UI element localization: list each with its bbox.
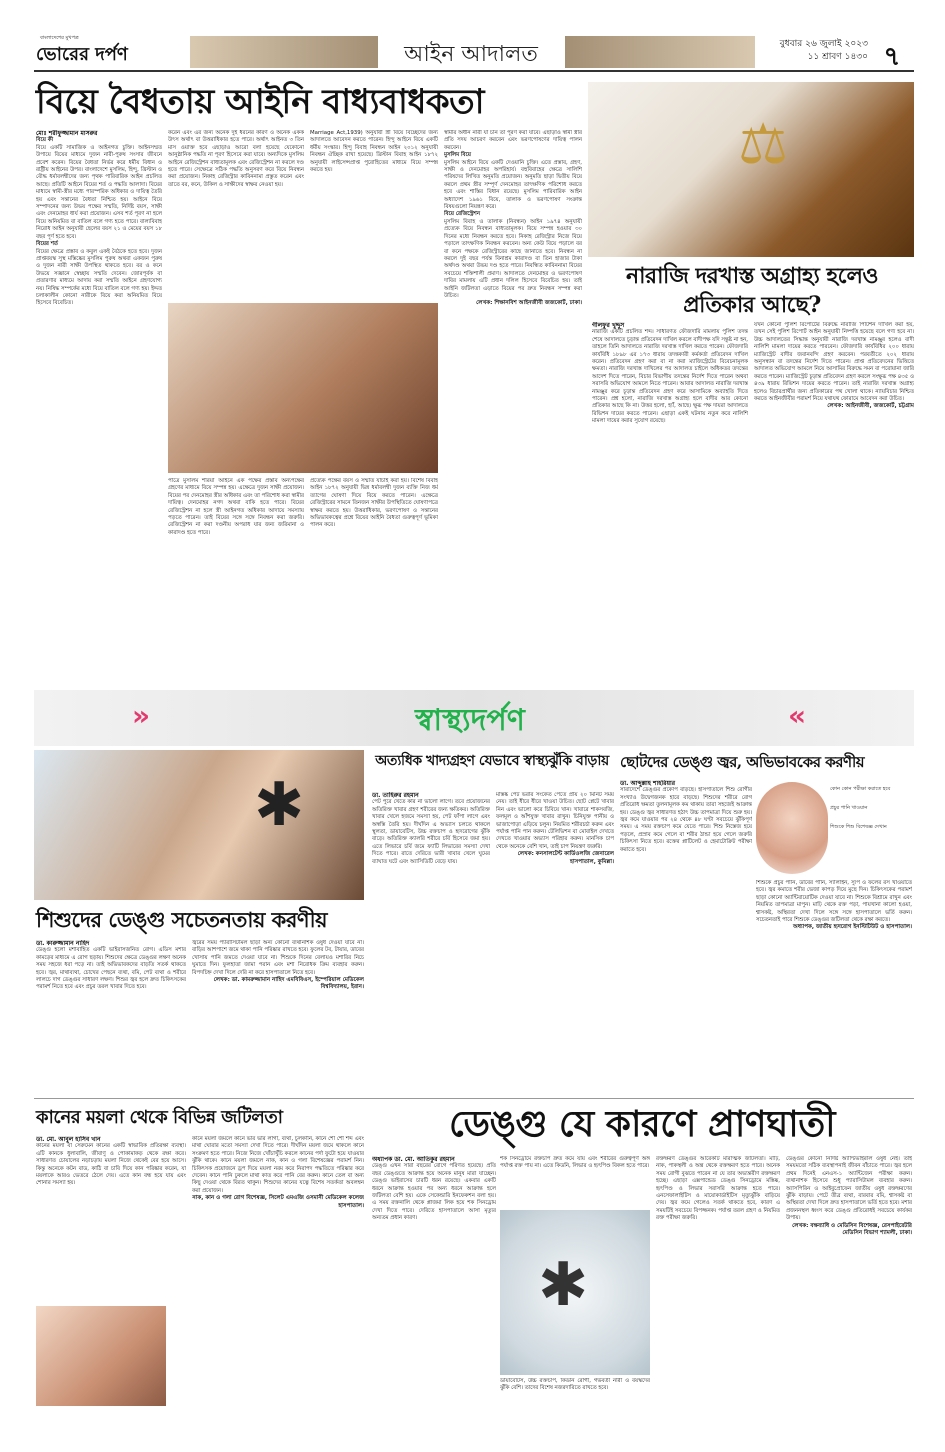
lead-subhead-4: বিয়ে রেজিস্ট্রেশন: [444, 211, 480, 218]
infographic-item-3: শিশুকে শিশু বিশেষজ্ঞ দেখান: [830, 824, 887, 830]
gavel-photo: [588, 82, 914, 257]
date-gregorian: বুধবার ২৬ জুলাই ২০২৩: [779, 39, 868, 49]
fatal-column-2: শক সিনড্রোমে রক্তচাপ দ্রুত কমে যায় এবং শরীরের গুরুত্বপূর্ণ অঙ্গ পর্যাপ্ত রক্ত পায় না। এতে কিডনি, লিভার ও হৃৎপিণ্ড বিকল হতে পারে।: [500, 1156, 650, 1170]
scales-icon: ⚖: [738, 112, 789, 177]
dengue-fever-byline: ডা. আব্দুল্লাহ শাহরিয়ার: [620, 780, 676, 787]
fatal-column-2b: ডায়াবেটিস, উচ্চ রক্তচাপ, কিডনি রোগী, গর্ভবতী নারী ও বয়স্কদের ঝুঁকি বেশি। তাদের বিশেষ নজরদারিতে রাখতে হবে।: [500, 1378, 650, 1392]
ear-headline: কানের ময়লা থেকে বিভিন্ন জটিলতা: [36, 1107, 283, 1128]
dengue-fever-headline: ছোটদের ডেঙ্গু জ্বর, অভিভাবকের করণীয়: [620, 753, 865, 771]
lead-subhead-2: বিয়ের শর্ত: [36, 241, 58, 248]
lead-credit: লেখক: শিক্ষানবিশ আইনজীবী জজকোর্ট, ঢাকা।: [476, 300, 582, 307]
dengue-kids-byline: ডা. কারুজ্জামান নাহিদ: [36, 940, 90, 947]
page-number: ৭: [883, 42, 901, 72]
dengue-kids-headline: শিশুদের ডেঙ্গু সচেতনতায় করণীয়: [36, 907, 327, 932]
lead-column-3: Marriage Act,1939) অনুযায়ী স্ত্রী বিয়ে বিচ্ছেদের জন্য আদালতে আবেদন করতে পারেন। হিন্দু আইনে বিয়ে একটি ধর্মীয় সংস্কার। হিন্দু বিবাহ নিবন্ধন আইন ২০১২ অনুযায়ী নিবন্ধন ঐচ্ছিক রাখা হয়েছে। খ্রিস্টান বিবাহ আইন ১৮৭২ অনুযায়ী লাইসেন্সপ্রাপ্ত পুরোহিতের মাধ্যমে বিয়ে সম্পন্ন করতে হয়।: [310, 130, 438, 174]
fatal-headline: ডেঙ্গু যে কারণে প্রাণঘাতী: [448, 1103, 836, 1145]
lead-byline: মোঃ শরীফুজ্জামান মাসরুর: [36, 130, 98, 137]
ear-column-1: ডা. মো. আবুল হাসিব খান কানের ময়লা বা সেরুমেন কানের একটি স্বাভাবিক প্রতিরক্ষা ব্যবস্থা। এটি কানকে ধুলাবালি, জীবাণু ও পোকামাকড় থেকে রক্ষা করে। সাধারণত চোয়ালের নড়াচড়ায় ময়লা নিজে থেকেই বের হয়ে আসে। কিন্তু অনেকে কটন বাড, কাঠি বা চাবি দিয়ে কান পরিষ্কার করেন, যা ময়লাকে আরও ভেতরে ঠেলে দেয়। এতে কান বন্ধ হয়ে যায় এবং শোনার সমস্যা হয়।: [36, 1136, 186, 1187]
masthead-art-right: [565, 36, 755, 68]
health-section-title: স্বাস্থ্যদর্পণ: [415, 703, 525, 738]
lead-column-1: মোঃ শরীফুজ্জামান মাসরুর বিয়ে কী বিয়ে একটি সামাজিক ও আইনগত চুক্তি। আইনসম্মত উপায়ে বিয়ের মাধ্যমে দুজন নারী-পুরুষ সংসার জীবনে প্রবেশ করেন। বিয়ের বৈধতা নির্ভর করে ধর্মীয় বিধান ও রাষ্ট্রীয় আইনের উপর। বাংলাদেশে মুসলিম, হিন্দু, খ্রিস্টান ও বৌদ্ধ ধর্মাবলম্বীদের জন্য পৃথক পারিবারিক আইন প্রচলিত আছে। প্রতিটি আইনে বিয়ের শর্ত ও পদ্ধতি আলাদা। বিয়ের মাধ্যমে স্বামী-স্ত্রীর মধ্যে পারস্পরিক অধিকার ও দায়িত্ব তৈরি হয় এবং সন্তানের বৈধতা নিশ্চিত হয়। আইনে বিয়ে সম্পাদনের জন্য উভয় পক্ষের সম্মতি, নির্দিষ্ট বয়স, সাক্ষী এবং দেনমোহর ধার্য করা প্রয়োজন। এসব শর্ত পূরণ না হলে বিয়ে অনিয়মিত বা বাতিল বলে গণ্য হতে পারে। বাল্যবিবাহ নিরোধ আইন অনুযায়ী ছেলের বয়স ২১ ও মেয়ের বয়স ১৮ বছর পূর্ণ হতে হবে। বিয়ের শর্ত বিয়ের ক্ষেত্রে প্রস্তাব ও কবুল একই বৈঠকে হতে হবে। দুজন প্রাপ্তবয়স্ক সুস্থ মস্তিষ্কের মুসলিম পুরুষ অথবা একজন পুরুষ ও দুজন নারী সাক্ষী উপস্থিত থাকতে হবে। বর ও কনে উভয়ে সজ্ঞানে স্বেচ্ছায় সম্মতি দেবেন। জোরপূর্বক বা প্রতারণার মাধ্যমে আদায় করা সম্মতি আইনে গ্রহণযোগ্য নয়। নিষিদ্ধ সম্পর্কের মধ্যে বিয়ে বাতিল বলে গণ্য হয়। ইদ্দত চলাকালীন কোনো নারীকে বিয়ে করা অনিয়মিত বিয়ে হিসেবে বিবেচিত।: [36, 130, 162, 307]
overeating-headline: অত্যধিক খাদ্যগ্রহণ যেভাবে স্বাস্থ্যঝুঁকি বাড়ায়: [375, 753, 609, 769]
lead-headline: বিয়ে বৈধতায় আইনি বাধ্যবাধকতা: [36, 82, 485, 122]
second-headline: নারাজি দরখাস্ত অগ্রাহ্য হলেও প্রতিকার আছে?: [625, 263, 879, 318]
second-credit: লেখক: আইনজীবী, জজকোর্ট, চট্টগ্রাম: [827, 403, 914, 410]
chevron-left-icon: «: [788, 699, 807, 732]
dengue-fever-column-2: শিশুকে প্রচুর পানি, ডাবের পানি, স্যালাইন, স্যুপ ও ফলের রস খাওয়াতে হবে। জ্বর কমাতে শরীর ভেজা কাপড় দিয়ে মুছে দিন। চিকিৎসকের পরামর্শ ছাড়া কোনো অ্যান্টিবায়োটিক দেওয়া যাবে না। শিশুকে বিশ্রামে রাখুন এবং নিয়মিত তাপমাত্রা মাপুন। মাঢ়ি থেকে রক্ত পড়া, পায়খানা কালো হওয়া, শ্বাসকষ্ট, অস্থিরতা দেখা দিলে সঙ্গে সঙ্গে হাসপাতালে ভর্তি করুন। সচেতনতাই পারে শিশুকে ডেঙ্গুর জটিলতা থেকে রক্ষা করতে। অধ্যাপক, জাতীয় হৃদরোগ ইনস্টিটিউট ও হাসপাতাল।: [756, 880, 912, 931]
lead-column-3b: প্রত্যেক পক্ষের বয়স ও সম্মতি যাচাই করা হয়। বিশেষ বিবাহ আইন ১৮৭২ অনুযায়ী ভিন্ন ধর্মাবলম্বী দুজন ব্যক্তি নিজ ধর্ম ত্যাগের ঘোষণা দিয়ে বিয়ে করতে পারেন। এক্ষেত্রে রেজিস্ট্রারের সামনে তিনজন সাক্ষীর উপস্থিতিতে ঘোষণাপত্রে স্বাক্ষর করতে হয়। উত্তরাধিকার, ভরণপোষণ ও সন্তানের অভিভাবকত্বের প্রশ্নে বিয়ের আইনি বৈধতা গুরুত্বপূর্ণ ভূমিকা পালন করে।: [310, 478, 438, 529]
dengue-fever-column-1: ডা. আব্দুল্লাহ শাহরিয়ার সারাদেশে ডেঙ্গুর প্রকোপ বাড়ছে। হাসপাতালে শিশু রোগীর সংখ্যাও উদ্বেগজনক হারে বাড়ছে। শিশুদের শরীরে রোগ প্রতিরোধ ক্ষমতা তুলনামূলক কম থাকায় তারা সহজেই আক্রান্ত হয়। ডেঙ্গু জ্বর সাধারণত হঠাৎ উচ্চ তাপমাত্রা দিয়ে শুরু হয়। জ্বর কমে যাওয়ার পর ২৪ থেকে ৪৮ ঘণ্টা সবচেয়ে ঝুঁকিপূর্ণ সময়। এ সময় রক্তচাপ কমে যেতে পারে। শিশু নিস্তেজ হয়ে পড়লে, প্রস্রাব কমে গেলে বা শরীর ঠান্ডা হয়ে গেলে জরুরি চিকিৎসা নিতে হবে। রক্তের প্লাটিলেট ও হেমাটোক্রিট পরীক্ষা করাতে হবে।: [620, 780, 752, 853]
signing-photo: [168, 303, 438, 473]
infographic-list: [830, 786, 912, 831]
overeating-column-2: মস্তিষ্ক পেট ভরার সংকেত পেতে প্রায় ২০ মিনিট সময় নেয়। তাই ধীরে ধীরে খাওয়া উচিত। ছোট প্লেটে খাবার নিন এবং ভালো করে চিবিয়ে খান। খাবারে শাকসবজি, ফলমূল ও আঁশযুক্ত খাবার রাখুন। চিনিযুক্ত পানীয় ও ভাজাপোড়া এড়িয়ে চলুন। নিয়মিত শরীরচর্চা করুন এবং পর্যাপ্ত পানি পান করুন। টেলিভিশন বা মোবাইল দেখতে দেখতে খাওয়ার অভ্যাস পরিহার করুন। মানসিক চাপ থেকে অনেকে বেশি খান, তাই চাপ নিয়ন্ত্রণ জরুরি। লেখক: কনসালটেন্ট কার্ডিওলজি জেনারেল হাসপাতাল, কুমিল্লা।: [496, 792, 614, 865]
dengue-kids-column-2: জ্বরের সময় প্যারাসিটামল ছাড়া অন্য কোনো ব্যথানাশক ওষুধ দেওয়া যাবে না। বাড়ির আশপাশে জমে থাকা পানি পরিষ্কার রাখতে হবে। ফুলের টব, টায়ার, ডাবের খোসায় পানি জমতে দেওয়া যাবে না। শিশুকে দিনের বেলায়ও মশারির নিচে ঘুমাতে দিন। ফুলহাতা জামা পরান এবং মশা নিরোধক ক্রিম ব্যবহার করুন। বিপদচিহ্ন দেখা দিলে দেরি না করে হাসপাতালে নিতে হবে। লেখক: ডা. কামরুজ্জামান নাহিদ এমবিবিএস, ইম্পেরিয়াল মেডিকেল বিশ্ববিদ্যালয়, ইরান।: [192, 940, 364, 991]
second-column-2: যখন কোনো পুলিশ রিপোর্টের বিরুদ্ধে নারাজি পিটিশন দাখিল করা হয়, তখন সেই পুলিশ রিপোর্ট আইন অনুযায়ী নিষ্পত্তি হয়েছে বলে গণ্য হবে না। উচ্চ আদালতের সিদ্ধান্ত অনুযায়ী নারাজি দরখাস্ত নামঞ্জুর হলেও বাদী নালিশি মামলা দায়ের করতে পারবেন। ফৌজদারি কার্যবিধির ২০০ ধারায় ম্যাজিস্ট্রেট বাদীর জবানবন্দি গ্রহণ করবেন। পরবর্তীতে ২০২ ধারায় অনুসন্ধান বা তদন্তের নির্দেশ দিতে পারেন। প্রাপ্ত প্রতিবেদনের ভিত্তিতে আদালত অভিযোগ আমলে নিয়ে আসামির বিরুদ্ধে সমন বা পরোয়ানা জারি করতে পারেন। ম্যাজিস্ট্রেট চূড়ান্ত প্রতিবেদন গ্রহণ করলে সংক্ষুব্ধ পক্ষ ৪৩৫ ও ৪৩৯ ধারায় রিভিশন দায়ের করতে পারেন। তাই নারাজি দরখাস্ত অগ্রাহ্য হলেও বিচারপ্রার্থীর জন্য প্রতিকারের পথ খোলা থাকে। ন্যায়বিচার নিশ্চিত করতে আইনজীবীর পরামর্শ নিয়ে যথাযথ ফোরামে আবেদন করা উচিত। লেখক: আইনজীবী, জজকোর্ট, চট্টগ্রাম: [754, 322, 914, 410]
lead-column-2b: পাত্রে মুসলিম শরিয়া আইনে এক পক্ষের প্রস্তাব অন্যপক্ষের গ্রহণের মাধ্যমে বিয়ে সম্পন্ন হয়। এক্ষেত্রে দুজন সাক্ষী প্রয়োজন। বিয়ের পর দেনমোহর স্ত্রীর অধিকার এবং তা পরিশোধ করা স্বামীর দায়িত্ব। দেনমোহর নগদ অথবা বাকি হতে পারে। বিয়ের রেজিস্ট্রেশন না হলে স্ত্রী আইনগত অধিকার আদায়ে সমস্যায় পড়তে পারেন। তাই বিয়ের সঙ্গে সঙ্গে নিবন্ধন করা জরুরি। রেজিস্ট্রেশন না করা দণ্ডনীয় অপরাধ যার জন্য জরিমানা ও কারাদণ্ড হতে পারে।: [168, 478, 304, 536]
lead-subhead-1: বিয়ে কী: [36, 137, 54, 144]
fatal-column-4: ডেঙ্গুর কোনো নির্দিষ্ট অ্যান্টিভাইরাল ওষুধ নেই। তাই সময়মতো সঠিক ব্যবস্থাপনাই জীবন বাঁচাতে পারে। জ্বর হলে প্রথম দিনেই এনএস-১ অ্যান্টিজেন পরীক্ষা করুন। ব্যথানাশক হিসেবে শুধু প্যারাসিটামল ব্যবহার করুন। অ্যাসপিরিন ও আইবুপ্রোফেন জাতীয় ওষুধ রক্তক্ষরণের ঝুঁকি বাড়ায়। পেটে তীব্র ব্যথা, বারবার বমি, শ্বাসকষ্ট বা অস্থিরতা দেখা দিলে দ্রুত হাসপাতালে ভর্তি হতে হবে। মশার প্রজননস্থল ধ্বংস করে ডেঙ্গু প্রতিরোধই সবচেয়ে কার্যকর উপায়। লেখক: বক্ষব্যাধি ও মেডিসিন বিশেষজ্ঞ, রেসপাইরেটরি মেডিসিন বিভাগ শ্যামলী, ঢাকা।: [786, 1156, 912, 1237]
lead-column-4: স্বামীর অধীন নারী যা চান তা পূরণ করা যাবে। এছাড়াও স্বামী স্ত্রীর প্রতি সদয় আচরণ করবেন এবং ভরণপোষণের দায়িত্ব পালন করবেন। মুসলিম বিয়ে মুসলিম আইনে বিয়ে একটি দেওয়ানি চুক্তি। এতে প্রস্তাব, গ্রহণ, সাক্ষী ও দেনমোহর অপরিহার্য। বহুবিবাহের ক্ষেত্রে সালিশি পরিষদের লিখিত অনুমতি প্রয়োজন। অনুমতি ছাড়া দ্বিতীয় বিয়ে করলে প্রথম স্ত্রীর সম্পূর্ণ দেনমোহর তাৎক্ষণিক পরিশোধ করতে হবে এবং শাস্তির বিধান রয়েছে। মুসলিম পারিবারিক আইন অধ্যাদেশ ১৯৬১ বিয়ে, তালাক ও ভরণপোষণ সংক্রান্ত বিষয়গুলো নিয়ন্ত্রণ করে। বিয়ে রেজিস্ট্রেশন মুসলিম বিবাহ ও তালাক (নিবন্ধন) আইন ১৯৭৪ অনুযায়ী প্রত্যেক বিয়ে নিবন্ধন বাধ্যতামূলক। বিয়ে সম্পন্ন হওয়ার ৩০ দিনের মধ্যে নিবন্ধন করতে হবে। নিকাহ রেজিস্ট্রার নিজে বিয়ে পড়ালে তাৎক্ষণিক নিবন্ধন করবেন। অন্য কেউ বিয়ে পড়ালে বর বা কনে পক্ষকে রেজিস্ট্রারের কাছে জানাতে হবে। নিবন্ধন না করলে দুই বছর পর্যন্ত বিনাশ্রম কারাদণ্ড বা তিন হাজার টাকা অর্থদণ্ড অথবা উভয় দণ্ড হতে পারে। নিবন্ধিত কাবিননামা বিয়ের সবচেয়ে শক্তিশালী প্রমাণ। আদালতে দেনমোহর ও ভরণপোষণ দাবির মামলায় এটি প্রধান দলিল হিসেবে বিবেচিত হয়। তাই আইনি জটিলতা এড়াতে বিয়ের পর দ্রুত নিবন্ধন সম্পন্ন করা উচিত। লেখক: শিক্ষানবিশ আইনজীবী জজকোর্ট, ঢাকা।: [444, 130, 582, 307]
divider: [34, 1098, 914, 1099]
ear-byline: ডা. মো. আবুল হাসিব খান: [36, 1136, 101, 1143]
overeating-byline: ডা. তাহিরুর রহমান: [372, 792, 419, 799]
brand-tagline: বাংলাদেশের মুখপত্র: [40, 35, 79, 41]
ear-photo: [36, 1306, 166, 1406]
child-mosquito-photo: [34, 750, 364, 900]
fatal-credit: লেখক: বক্ষব্যাধি ও মেডিসিন বিশেষজ্ঞ, রেসপাইরেটরি মেডিসিন বিভাগ শ্যামলী, ঢাকা।: [792, 1222, 912, 1237]
infographic-photo: [756, 782, 828, 874]
mosquito-photo: [500, 1210, 650, 1375]
dengue-kids-credit: লেখক: ডা. কামরুজ্জামান নাহিদ এমবিবিএস, ইম্পেরিয়াল মেডিকেল বিশ্ববিদ্যালয়, ইরান।: [213, 977, 364, 991]
date-bangla: ১১ শ্রাবণ ১৪৩০: [807, 52, 868, 62]
ear-credit: নাক, কান ও গলা রোগ বিশেষজ্ঞ, সিলেট এমএজি ওসমানী মেডিকেল কলেজ হাসপাতাল।: [192, 1195, 364, 1209]
fatal-byline: অধ্যাপক ডা. মো. আতিকুর রহমান: [372, 1156, 455, 1163]
dengue-fever-credit: অধ্যাপক, জাতীয় হৃদরোগ ইনস্টিটিউট ও হাসপাতাল।: [792, 924, 912, 931]
brand-logo: ভোরের দর্পণ: [36, 44, 128, 65]
lead-column-2: করেন এবং এর জন্য অনেক দুই ধরনের কারণ ও অনেক একক উৎস অর্থাৎ বা উত্তরাধিকার হতে পারে। অর্থাৎ আইনত ৩ তিন মাস ওয়াক্ত হবে এছাড়াও আরো বলা হয়েছে যেকোনো আনুষ্ঠানিক পদ্ধতি না পূরণ হিসেবে করা যাবে। অন্যদিকে মুসলিম আইনে রেজিস্ট্রেশন বাধ্যতামূলক এবং রেজিস্ট্রেশন না করলে দণ্ড হতে পারে। সেক্ষেত্রে সঠিক পদ্ধতি অনুসরণ করে বিয়ে নিবন্ধন করা প্রয়োজন। নিকাহ রেজিস্ট্রার কাবিননামা প্রস্তুত করেন এবং তাতে বর, কনে, উকিল ও সাক্ষীদের স্বাক্ষর নেওয়া হয়।: [168, 130, 304, 188]
ear-column-2: কানে ময়লা জমলে কানে ভার ভার লাগা, ব্যথা, চুলকানি, কানে শোঁ শোঁ শব্দ এবং মাথা ঘোরার মতো সমস্যা দেখা দিতে পারে। দীর্ঘদিন ময়লা জমে থাকলে কানে সংক্রমণ হতে পারে। নিজে নিজে খোঁচাখুঁচি করলে কানের পর্দা ফুটো হয়ে যাওয়ার ঝুঁকি থাকে। কানে ময়লা জমলে নাক, কান ও গলা বিশেষজ্ঞের পরামর্শ নিন। চিকিৎসক প্রয়োজনে ড্রপ দিয়ে ময়লা নরম করে নিরাপদ পদ্ধতিতে পরিষ্কার করে দেবেন। কানে পানি ঢুকলে মাথা কাত করে পানি বের করুন। কানে তেল বা অন্য কিছু দেওয়া থেকে বিরত থাকুন। শিশুদের কানের যত্নে বিশেষ সতর্কতা অবলম্বন করা প্রয়োজন। নাক, কান ও গলা রোগ বিশেষজ্ঞ, সিলেট এমএজি ওসমানী মেডিকেল কলেজ হাসপাতাল।: [192, 1136, 364, 1209]
fatal-column-1: অধ্যাপক ডা. মো. আতিকুর রহমান ডেঙ্গু এখন সারা বছরের রোগে পরিণত হয়েছে। প্রতি বছর ডেঙ্গুতে আক্রান্ত হয়ে অনেক মানুষ মারা যাচ্ছেন। ডেঙ্গু ভাইরাসের চারটি ধরন রয়েছে। একবার একটি ধরনে আক্রান্ত হওয়ার পর অন্য ধরনে আক্রান্ত হলে জটিলতা বেশি হয়। একে সেকেন্ডারি ইনফেকশন বলা হয়। এ সময় রক্তনালি থেকে প্লাজমা লিক হয়ে শক সিনড্রোম দেখা দিতে পারে। দেরিতে হাসপাতালে আসা মৃত্যুর অন্যতম প্রধান কারণ।: [372, 1156, 496, 1222]
lead-subhead-3: মুসলিম বিয়ে: [444, 152, 471, 159]
mosquito-swarm-icon: ✱: [538, 1250, 589, 1320]
date-line: [760, 38, 868, 64]
masthead-art-left: [190, 36, 378, 68]
section-title: আইন আদালত: [404, 42, 538, 67]
infographic-item-2: প্রচুর পানি খাওয়ান: [830, 805, 868, 811]
overeating-column-1: ডা. তাহিরুর রহমান পেট পুরে খেতে কার না ভালো লাগে। তবে প্রয়োজনের অতিরিক্ত খাবার গ্রহণ শরীরের জন্য ক্ষতিকর। অতিরিক্ত খাবার খেলে হজমে সমস্যা হয়, পেট ফাঁপা লাগে এবং অস্বস্তি তৈরি হয়। দীর্ঘদিন এ অভ্যাস চলতে থাকলে স্থূলতা, ডায়াবেটিস, উচ্চ রক্তচাপ ও হৃদরোগের ঝুঁকি বাড়ে। অতিরিক্ত ক্যালরি শরীরে চর্বি হিসেবে জমা হয়। এতে লিভারে চর্বি জমে ফ্যাটি লিভারের সমস্যা দেখা দিতে পারে। রাতে দেরিতে ভারী খাবার খেলে ঘুমের ব্যাঘাত ঘটে এবং অ্যাসিডিটি বেড়ে যায়।: [372, 792, 490, 865]
chevron-right-icon: »: [132, 699, 151, 732]
second-column-1: গীলফুর খুদ্দুস নারাজি একটি প্রচলিত শব্দ। সাধারণত ফৌজদারি মামলায় পুলিশ তদন্ত শেষে আদালতে চূড়ান্ত প্রতিবেদন দাখিল করলে বাদীপক্ষ যদি সন্তুষ্ট না হন, তাহলে তিনি আদালতে নারাজি দরখাস্ত দাখিল করতে পারেন। ফৌজদারি কার্যবিধি ১৮৯৮ এর ১৭৩ ধারায় তদন্তকারী কর্মকর্তা প্রতিবেদন দাখিল করেন। প্রতিবেদন গ্রহণ করা বা না করা ম্যাজিস্ট্রেটের বিবেচনামূলক ক্ষমতা। নারাজি দরখাস্ত দাখিলের পর আদালত চাইলে অধিকতর তদন্তের আদেশ দিতে পারেন, বিচার বিভাগীয় তদন্তের নির্দেশ দিতে পারেন অথবা সরাসরি অভিযোগ আমলে নিতে পারেন। আবার আদালত নারাজি দরখাস্ত নামঞ্জুর করে চূড়ান্ত প্রতিবেদন গ্রহণ করে আসামিকে অব্যাহতি দিতে পারেন। প্রশ্ন হলো, নারাজি দরখাস্ত অগ্রাহ্য হলে বাদীর আর কোনো প্রতিকার আছে কি না। উত্তর হলো, হ্যাঁ, আছে। ক্ষুব্ধ পক্ষ দায়রা আদালতে রিভিশন দায়ের করতে পারেন। এছাড়া একই ঘটনায় নতুন করে নালিশি মামলা দায়ের করার সুযোগ রয়েছে।: [592, 322, 748, 425]
second-byline: গীলফুর খুদ্দুস: [592, 322, 625, 329]
dengue-kids-column-1: ডা. কারুজ্জামান নাহিদ ডেঙ্গু হলো মশাবাহিত একটি ভাইরাসজনিত রোগ। এডিস মশার কামড়ের মাধ্যমে এ রোগ ছড়ায়। শিশুদের ক্ষেত্রে ডেঙ্গুর লক্ষণ অনেক সময় সহজে ধরা পড়ে না। তাই অভিভাবকদের বাড়তি সতর্ক থাকতে হবে। জ্বর, মাথাব্যথা, চোখের পেছনে ব্যথা, বমি, পেট ব্যথা ও শরীরে লালচে দাগ ডেঙ্গুর সাধারণ লক্ষণ। শিশুর জ্বর হলে দ্রুত চিকিৎসকের পরামর্শ নিতে হবে এবং প্রচুর তরল খাবার দিতে হবে।: [36, 940, 186, 991]
infographic-item-1: কোন কোন পরীক্ষা করাতে হবে: [830, 786, 891, 792]
mosquito-icon: ✱: [254, 770, 305, 840]
overeating-credit: লেখক: কনসালটেন্ট কার্ডিওলজি জেনারেল হাসপাতাল, কুমিল্লা।: [517, 851, 614, 865]
fatal-column-3: রক্তক্ষরণ ডেঙ্গুর আরেকটি মারাত্মক জটিলতা। মাঢ়ি, নাক, পাকস্থলী ও অন্ত্র থেকে রক্তক্ষরণ হতে পারে। অনেক সময় রোগী বুঝতে পারেন না যে তার অভ্যন্তরীণ রক্তক্ষরণ হচ্ছে। এছাড়া এক্সপান্ডেড ডেঙ্গু সিনড্রোমে মস্তিষ্ক, হৃৎপিণ্ড ও লিভার সরাসরি আক্রান্ত হতে পারে। এনসেফালাইটিস ও মায়োকার্ডাইটিস মৃত্যুঝুঁকি বাড়িয়ে দেয়। জ্বর কমে গেলেও সতর্ক থাকতে হবে, কারণ এ সময়টিই সবচেয়ে বিপজ্জনক। পর্যাপ্ত তরল গ্রহণ ও নিয়মিত রক্ত পরীক্ষা জরুরি।: [656, 1156, 780, 1222]
